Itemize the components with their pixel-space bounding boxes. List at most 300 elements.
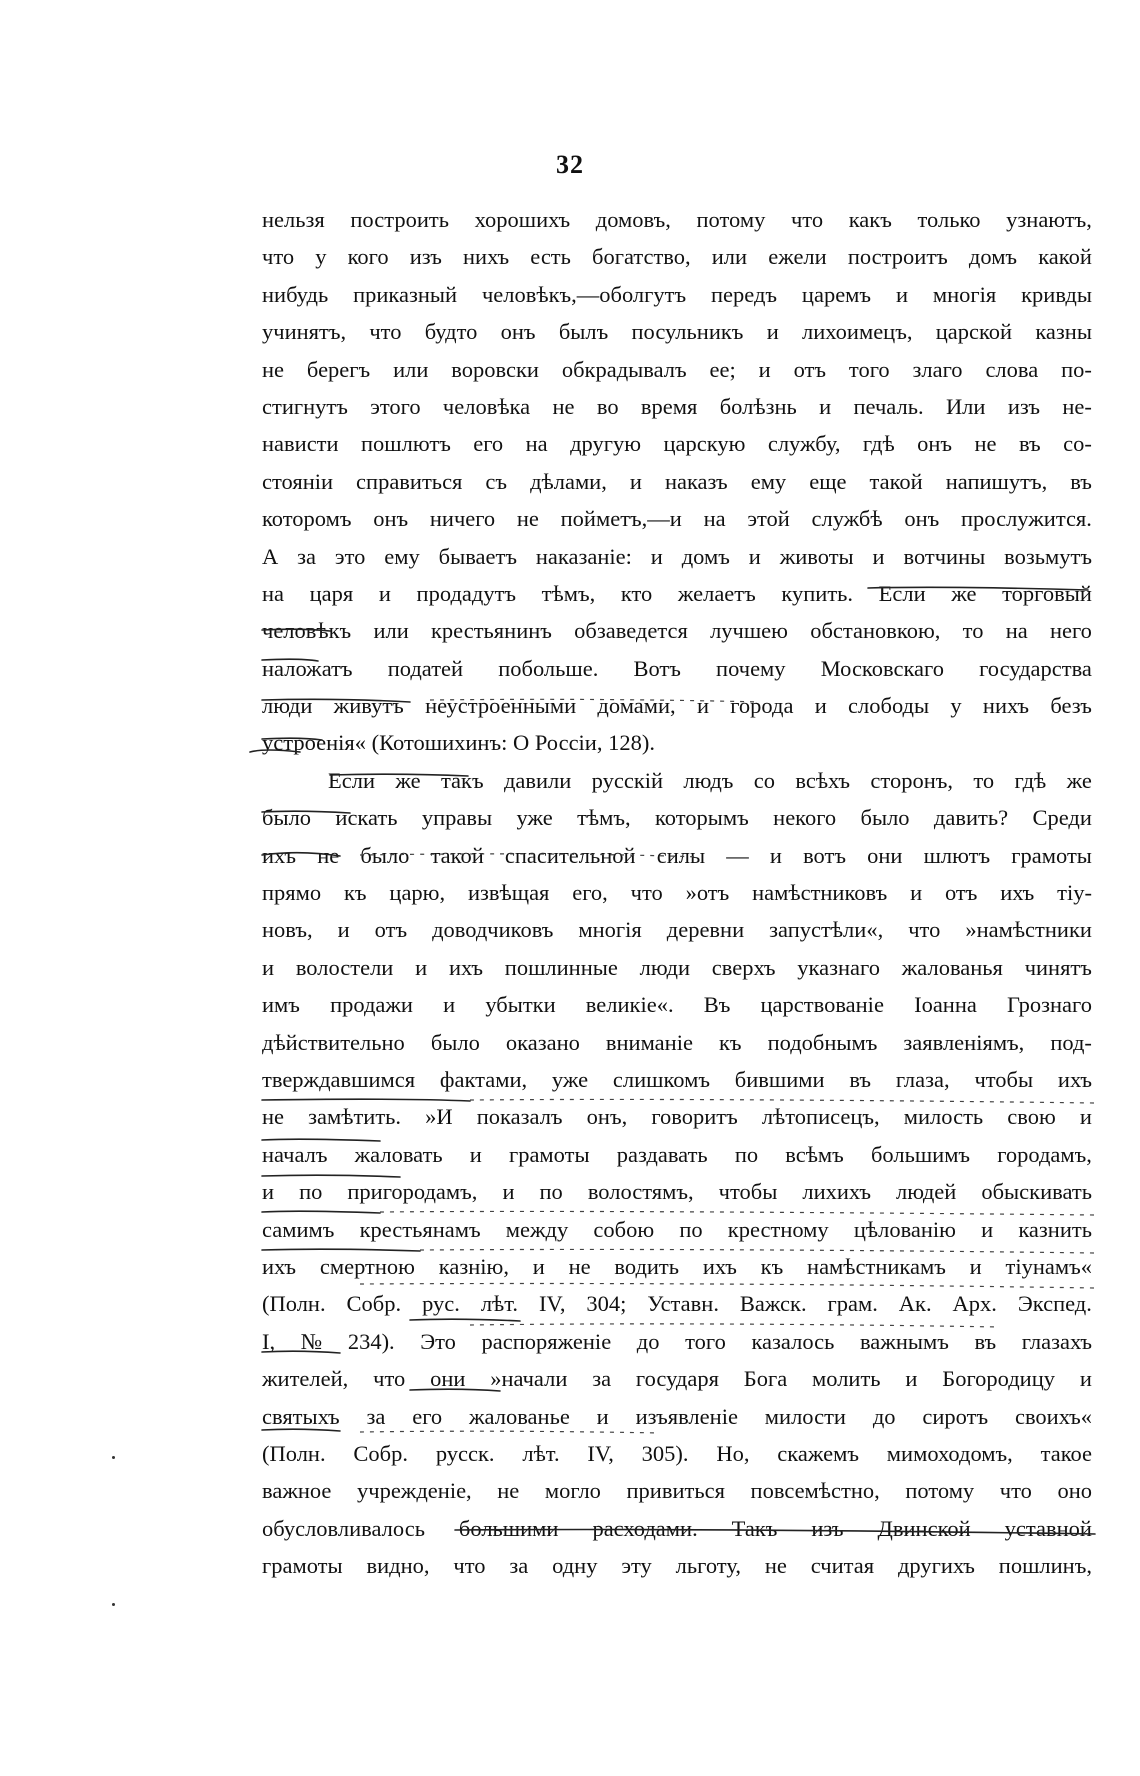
- word: жалованья: [901, 954, 1003, 980]
- word: и: [819, 393, 832, 419]
- word: Собр.: [353, 1440, 408, 1466]
- word: всѣмъ: [785, 1141, 844, 1167]
- word: они: [430, 1366, 466, 1392]
- word: одну: [552, 1553, 598, 1579]
- word: и: [502, 1179, 515, 1205]
- word: и: [262, 954, 275, 980]
- word: было: [360, 842, 410, 868]
- text-line: [262, 1285, 1092, 1322]
- word: »намѣстники: [965, 917, 1092, 943]
- text-line: [262, 1136, 1092, 1173]
- word: началъ: [262, 1141, 328, 1167]
- word: посульникъ: [631, 319, 744, 345]
- word: цѣлованію: [853, 1216, 956, 1242]
- word: ничего: [429, 506, 496, 532]
- word: онъ: [500, 319, 536, 345]
- word: его,: [572, 880, 608, 906]
- text-line: [262, 388, 1092, 425]
- word: Вотъ: [633, 655, 681, 681]
- word: и: [895, 281, 908, 307]
- word: многія: [578, 917, 642, 943]
- word: милость: [903, 1104, 984, 1130]
- text-line: [262, 1510, 1092, 1547]
- word: грамоты: [1011, 842, 1092, 868]
- text-line: [262, 1211, 1092, 1248]
- word: передъ: [710, 281, 778, 307]
- word: домовъ,: [595, 207, 671, 232]
- word: стояніи: [262, 468, 334, 494]
- word: слова: [985, 356, 1039, 382]
- word: Арх.: [952, 1291, 997, 1317]
- word: русск.: [435, 1440, 495, 1466]
- word: пошлинъ,: [998, 1553, 1092, 1579]
- word: вотчины: [903, 543, 986, 569]
- word: казалось: [751, 1328, 835, 1354]
- word: до: [872, 1403, 896, 1429]
- text-line: [262, 1323, 1092, 1360]
- word: другую: [570, 431, 642, 457]
- word: скажемъ: [777, 1440, 859, 1466]
- word: которомъ: [262, 506, 352, 532]
- word: сторонъ,: [870, 767, 953, 793]
- word: слишкомъ: [612, 1066, 710, 1092]
- text-line: [262, 1061, 1092, 1098]
- word: учинятъ,: [262, 319, 347, 345]
- word: ихъ: [1000, 880, 1035, 906]
- word: уже: [516, 805, 553, 831]
- word: до: [636, 1328, 660, 1354]
- word: всѣхъ: [795, 767, 851, 793]
- word: и: [650, 543, 663, 569]
- word: замѣтить.: [308, 1104, 402, 1130]
- word: не-: [1062, 393, 1092, 419]
- text-line: [262, 276, 1092, 313]
- word: большими: [458, 1515, 559, 1541]
- word: было: [262, 805, 312, 831]
- word: которымъ: [655, 805, 749, 831]
- word: жителей,: [262, 1366, 349, 1392]
- word: Іоанна: [914, 992, 977, 1018]
- word: городамъ,: [997, 1141, 1092, 1167]
- word: Уставн.: [647, 1291, 719, 1317]
- word: Это: [420, 1328, 456, 1354]
- word: что: [630, 880, 663, 906]
- word: водить: [614, 1253, 680, 1279]
- word: грамоты: [262, 1553, 343, 1579]
- word: могло: [544, 1478, 601, 1504]
- word: что: [453, 1553, 486, 1579]
- word: стигнутъ: [262, 393, 348, 419]
- word: и: [969, 1253, 982, 1279]
- word: привиться: [626, 1478, 725, 1504]
- word: жалованье: [469, 1403, 570, 1429]
- word: пойметъ,—и: [560, 506, 682, 532]
- word: еще: [809, 468, 847, 494]
- word: чтобы: [974, 1066, 1034, 1092]
- word: жаловать: [354, 1141, 443, 1167]
- word: въ: [849, 1066, 872, 1092]
- word: что: [790, 207, 824, 232]
- word: 304;: [586, 1291, 627, 1317]
- text-line: [262, 1173, 1092, 1210]
- word: по: [679, 1216, 703, 1242]
- word: гдѣ: [862, 431, 895, 457]
- word: что: [262, 244, 295, 270]
- word: и: [532, 1253, 545, 1279]
- margin-dot: [112, 1603, 115, 1606]
- word: ихъ: [262, 1253, 297, 1279]
- word: печаль.: [853, 393, 924, 419]
- word: Грознаго: [1007, 992, 1092, 1018]
- word: лѣт.: [522, 1440, 560, 1466]
- word: же: [395, 767, 421, 793]
- word: же: [1066, 767, 1092, 793]
- text-line: [262, 238, 1092, 275]
- word: или: [373, 618, 409, 644]
- word: что: [373, 1366, 406, 1392]
- page-number: 32: [556, 150, 584, 179]
- word: Если: [328, 767, 375, 793]
- word: службѣ: [811, 506, 883, 532]
- word: запустѣли«,: [769, 917, 884, 943]
- word: нихъ: [463, 244, 510, 270]
- word: и: [262, 1179, 275, 1205]
- word: пошлютъ: [361, 431, 451, 457]
- text-line: [262, 1360, 1092, 1397]
- word: службу,: [767, 431, 841, 457]
- word: отъ: [944, 880, 978, 906]
- word: было: [430, 1029, 480, 1055]
- word: узнаютъ,: [1006, 207, 1092, 232]
- word: за: [297, 543, 317, 569]
- word: лихихъ: [802, 1179, 871, 1205]
- word: нависти: [262, 431, 339, 457]
- word: наказъ: [664, 468, 728, 494]
- word: Среди: [1032, 805, 1092, 831]
- word: безъ: [1050, 693, 1092, 719]
- text-line: [262, 874, 1092, 911]
- word: изъ: [1007, 393, 1040, 419]
- text-line: [262, 799, 1092, 836]
- word: многія: [932, 281, 997, 307]
- word: справиться: [356, 468, 463, 494]
- text-line: [262, 762, 1092, 799]
- text-line: [262, 351, 1092, 388]
- word: это: [334, 543, 366, 569]
- word: почему: [716, 655, 786, 681]
- word: глазахъ: [1021, 1328, 1092, 1354]
- word: обусловливалось: [262, 1515, 425, 1541]
- word: управы: [421, 805, 493, 831]
- word: оказано: [505, 1029, 580, 1055]
- word: они: [867, 842, 903, 868]
- text-line: [262, 425, 1092, 462]
- word: что: [908, 917, 941, 943]
- text-line: [262, 1248, 1092, 1285]
- word: царствованіе: [760, 992, 884, 1018]
- word: потому: [696, 207, 766, 232]
- word: глаза,: [895, 1066, 950, 1092]
- word: волостямъ,: [587, 1179, 694, 1205]
- text-line: [262, 463, 1092, 500]
- word: »И: [425, 1104, 453, 1130]
- word: не: [262, 1104, 285, 1130]
- word: его: [473, 431, 504, 457]
- word: спасительной: [504, 842, 636, 868]
- word: этой: [747, 506, 790, 532]
- word: вотъ: [803, 842, 846, 868]
- word: человѣкъ,—оболгутъ: [481, 281, 687, 307]
- word: другихъ: [897, 1553, 975, 1579]
- word: нихъ: [982, 693, 1030, 719]
- word: неустроенными: [425, 693, 577, 719]
- word: или: [393, 356, 429, 382]
- word: у: [950, 693, 962, 719]
- word: и: [766, 319, 779, 345]
- word: некого: [773, 805, 837, 831]
- word: нельзя: [262, 207, 325, 232]
- word: оно: [1057, 1478, 1092, 1504]
- word: онъ: [917, 431, 953, 457]
- word: къ: [343, 880, 367, 906]
- word: изъ: [811, 1515, 844, 1541]
- word: животы: [779, 543, 854, 569]
- word: слободы: [848, 693, 930, 719]
- word: Бога: [743, 1366, 788, 1392]
- word: бившими: [734, 1066, 825, 1092]
- text-line: [262, 612, 1092, 649]
- word: къ: [718, 1029, 742, 1055]
- word: »начали: [490, 1366, 568, 1392]
- word: онъ: [373, 506, 409, 532]
- word: убытки: [485, 992, 556, 1018]
- word: то: [973, 767, 995, 793]
- word: I,: [262, 1328, 276, 1354]
- word: за: [509, 1553, 529, 1579]
- word: фактами,: [439, 1066, 528, 1092]
- word: въ: [1070, 468, 1092, 494]
- word: самимъ: [262, 1216, 335, 1242]
- word: большимъ: [870, 1141, 971, 1167]
- word: —: [726, 842, 749, 868]
- word: лѣт.: [480, 1291, 519, 1317]
- word: А: [262, 543, 279, 569]
- word: и: [814, 693, 827, 719]
- word: воровски: [451, 356, 539, 382]
- word: отъ: [793, 356, 827, 382]
- word: учрежденіе,: [357, 1478, 472, 1504]
- word: онъ,: [586, 1104, 628, 1130]
- word: ихъ: [702, 1253, 737, 1279]
- word: и: [769, 842, 782, 868]
- word: IV,: [538, 1291, 566, 1317]
- word: ему: [750, 468, 787, 494]
- word: распоряженіе: [481, 1328, 612, 1354]
- word: прямо: [262, 880, 322, 906]
- word: раздавать: [616, 1141, 708, 1167]
- word: тіу-: [1057, 880, 1092, 906]
- word: рус.: [422, 1291, 460, 1317]
- word: царя: [309, 580, 354, 606]
- word: »отъ: [685, 880, 730, 906]
- word: грам.: [827, 1291, 878, 1317]
- text-line: [262, 1098, 1092, 1135]
- word: продадутъ: [416, 580, 517, 606]
- word: прослужится.: [960, 506, 1092, 532]
- word: людей: [895, 1179, 957, 1205]
- word: хорошихъ: [474, 207, 571, 232]
- word: кого: [347, 244, 389, 270]
- word: на: [525, 431, 548, 457]
- word: лучшею: [710, 618, 788, 644]
- word: деревни: [666, 917, 745, 943]
- word: и: [981, 1216, 994, 1242]
- word: будто: [424, 319, 478, 345]
- word: Но,: [716, 1440, 750, 1466]
- word: царемъ: [801, 281, 872, 307]
- word: наказаніе:: [535, 543, 632, 569]
- word: и: [910, 880, 923, 906]
- word: со: [753, 767, 775, 793]
- word: не: [516, 506, 539, 532]
- word: злаго: [912, 356, 963, 382]
- word: нибудь: [262, 281, 329, 307]
- word: и: [748, 543, 761, 569]
- word: онъ: [904, 506, 940, 532]
- word: и: [1079, 1366, 1092, 1392]
- word: то: [962, 618, 984, 644]
- word: ее;: [709, 356, 736, 382]
- word: къ: [760, 1253, 784, 1279]
- word: изъ: [409, 244, 442, 270]
- word: льготу,: [675, 1553, 741, 1579]
- word: чтобы: [718, 1179, 778, 1205]
- word: волостели: [295, 954, 394, 980]
- word: кривды: [1021, 281, 1092, 307]
- word: показалъ: [476, 1104, 563, 1130]
- word: болѣзнь: [719, 393, 797, 419]
- word: отъ: [374, 917, 408, 943]
- word: у: [315, 244, 327, 270]
- word: под-: [1050, 1029, 1092, 1055]
- word: по-: [1061, 356, 1092, 382]
- word: побольше.: [498, 655, 599, 681]
- word: и: [378, 580, 391, 606]
- word: считая: [810, 1553, 875, 1579]
- word: въ: [1018, 431, 1041, 457]
- word: продажи: [330, 992, 413, 1018]
- text-line: [262, 1472, 1092, 1509]
- word: государя: [635, 1366, 719, 1392]
- body-text: [262, 201, 1092, 1584]
- text-line: [262, 1024, 1092, 1061]
- text-line: [262, 500, 1092, 537]
- word: берегъ: [306, 356, 371, 382]
- word: шлютъ: [923, 842, 991, 868]
- word: чинятъ: [1024, 954, 1092, 980]
- word: его: [412, 1403, 443, 1429]
- word: говоритъ: [651, 1104, 738, 1130]
- margin-dot: [112, 1456, 115, 1459]
- word: есть: [530, 244, 571, 270]
- text-line: [262, 1398, 1092, 1435]
- word: уже: [551, 1066, 589, 1092]
- word: человѣкъ: [262, 618, 352, 644]
- word: напишутъ,: [945, 468, 1048, 494]
- text-line: [262, 538, 1092, 575]
- word: тѣмъ,: [577, 805, 631, 831]
- word: доводчиковъ: [432, 917, 554, 943]
- word: него: [1049, 618, 1092, 644]
- word: крестьянинъ: [431, 618, 552, 644]
- word: во: [596, 393, 619, 419]
- word: не: [764, 1553, 787, 1579]
- word: какой: [1038, 244, 1092, 270]
- word: тверждавшимся: [262, 1066, 416, 1092]
- word: того: [848, 356, 890, 382]
- word: ихъ: [448, 954, 484, 980]
- word: тіунамъ«: [1005, 1253, 1092, 1279]
- word: богатство,: [592, 244, 691, 270]
- word: не: [497, 1478, 520, 1504]
- word: Экспед.: [1017, 1291, 1092, 1317]
- word: своихъ«: [1014, 1403, 1092, 1429]
- word: сиротъ: [922, 1403, 989, 1429]
- word: домъ: [968, 244, 1018, 270]
- word: свою: [1007, 1104, 1056, 1130]
- word: молить: [812, 1366, 881, 1392]
- word: великіе«.: [585, 992, 674, 1018]
- word: и: [443, 992, 456, 1018]
- word: Богородицу: [942, 1366, 1056, 1392]
- word: и: [596, 1403, 609, 1429]
- word: и: [872, 543, 885, 569]
- word: на: [703, 506, 726, 532]
- word: искать: [335, 805, 398, 831]
- word: люди: [639, 954, 691, 980]
- word: лѣтописецъ,: [761, 1104, 880, 1130]
- text-line: [262, 201, 1092, 238]
- word: и: [415, 954, 428, 980]
- word: же: [951, 580, 977, 606]
- word: царской: [935, 319, 1013, 345]
- word: уставной: [1004, 1515, 1092, 1541]
- word: и: [337, 917, 350, 943]
- word: по: [734, 1141, 759, 1167]
- word: Или: [945, 393, 986, 419]
- word: (Полн.: [262, 1291, 326, 1317]
- word: Въ: [703, 992, 731, 1018]
- word: Московскаго: [820, 655, 944, 681]
- word: не: [317, 842, 340, 868]
- word: бываетъ: [438, 543, 517, 569]
- word: ихъ: [262, 842, 297, 868]
- word: наложатъ: [262, 655, 353, 681]
- word: человѣка: [442, 393, 531, 419]
- word: только: [917, 207, 981, 232]
- word: вниманіе: [605, 1029, 693, 1055]
- word: потому: [905, 1478, 975, 1504]
- word: смертною: [319, 1253, 415, 1279]
- word: собою: [593, 1216, 655, 1242]
- word: возьмутъ: [1004, 543, 1092, 569]
- word: Ак.: [898, 1291, 932, 1317]
- word: какъ: [848, 207, 892, 232]
- word: №: [300, 1328, 323, 1354]
- word: за: [366, 1403, 386, 1429]
- text-line: [262, 837, 1092, 874]
- word: пригородамъ,: [347, 1179, 478, 1205]
